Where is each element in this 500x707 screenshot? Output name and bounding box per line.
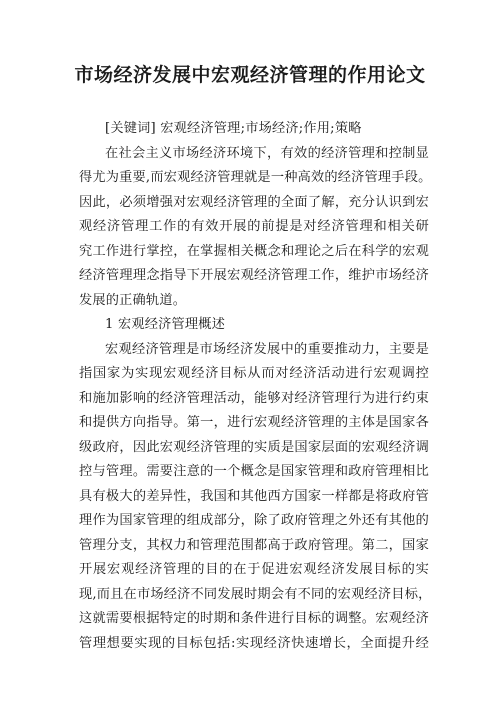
paragraph-line: 和施加影响的经济管理活动，能够对经济管理行为进行约束 — [79, 390, 429, 406]
paragraph-line: 级政府，因此宏观经济管理的实质是国家层面的宏观经济调 — [79, 439, 429, 455]
paragraph-line: 宏观经济管理是市场经济发展中的重要推动力，主要是 — [105, 341, 429, 357]
document-title: 市场经济发展中宏观经济管理的作用论文 — [74, 64, 426, 86]
paragraph-line: 这就需要根据特定的时期和条件进行目标的调整。宏观经济 — [79, 611, 429, 626]
paragraph-line: 在社会主义市场经济环境下，有效的经济管理和控制显 — [105, 145, 429, 161]
paragraph-line: 究工作进行掌控，在掌握相关概念和理论之后在科学的宏观 — [79, 243, 429, 259]
paragraph-line: 因此，必须增强对宏观经济管理的全面了解，充分认识到宏 — [79, 194, 429, 210]
paragraph-line: 发展的正确轨道。 — [79, 292, 187, 308]
document-body — [79, 117, 432, 656]
paragraph-line: 控与管理。需要注意的一个概念是国家管理和政府管理相比 — [79, 464, 429, 479]
paragraph-line: 指国家为实现宏观经济目标从而对经济活动进行宏观调控 — [79, 366, 429, 381]
paragraph-line: 和提供方向指导。第一，进行宏观经济管理的主体是国家各 — [79, 415, 429, 430]
paragraph-line: 观经济管理工作的有效开展的前提是对经济管理和相关研 — [79, 219, 429, 234]
paragraph-line: 经济管理理念指导下开展宏观经济管理工作，维护市场经济 — [79, 268, 429, 283]
paragraph-line: 管理想要实现的目标包括:实现经济快速增长，全面提升经 — [79, 635, 429, 651]
paragraph-line: 管理分支，其权力和管理范围都高于政府管理。第二，国家 — [79, 537, 429, 553]
paragraph-line: 具有极大的差异性，我国和其他西方国家一样都是将政府管 — [79, 488, 429, 504]
paragraph-line: 得尤为重要,而宏观经济管理就是一种高效的经济管理手段。 — [79, 170, 432, 185]
section-heading: 1 宏观经济管理概述 — [105, 317, 226, 332]
paragraph-line: 理作为国家管理的组成部分，除了政府管理之外还有其他的 — [79, 513, 429, 528]
paragraph-line: 现,而且在市场经济不同发展时期会有不同的宏观经济目标， — [79, 586, 432, 602]
keywords-line: [关键词] 宏观经济管理;市场经济;作用;策略 — [105, 121, 362, 136]
paragraph-line: 开展宏观经济管理的目的在于促进宏观经济发展目标的实 — [79, 562, 429, 577]
